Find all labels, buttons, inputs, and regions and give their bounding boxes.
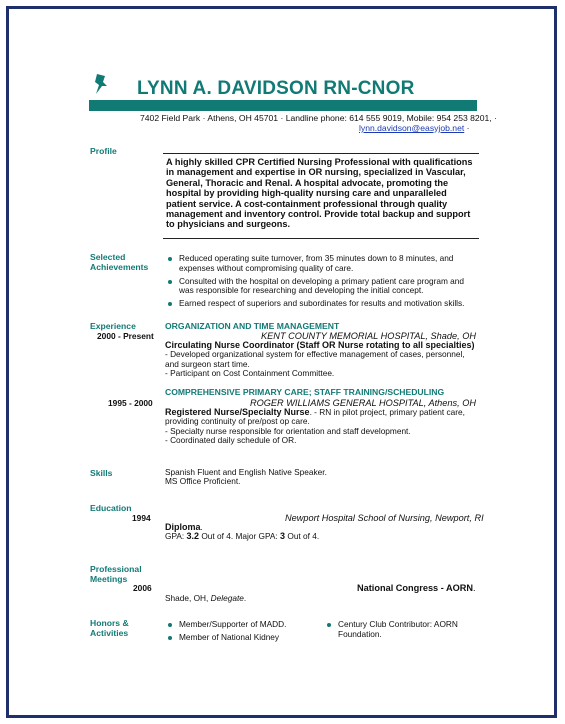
meeting-event: National Congress - AORN. xyxy=(357,583,476,593)
header-color-band xyxy=(89,100,477,111)
section-label-achievements: Selected Achievements xyxy=(90,252,149,272)
meeting-year: 2006 xyxy=(133,583,152,593)
section-label-experience: Experience xyxy=(90,321,136,331)
list-item: Member of National Kidney xyxy=(165,633,315,643)
education-year: 1994 xyxy=(132,513,151,523)
profile-summary: A highly skilled CPR Certified Nursing Professional with qualifications in management and expertise in OR nursing, specialized in Vascular, General, Thoracic and Renal. A hospital advocate, promoting the hospital by providing high-quality nursing care and unparalleled patient service. A cost-containment professional through quality management and inventory control. Provide total backup and support to physicians and surgeons. xyxy=(163,153,479,239)
list-item: Consulted with the hospital on developing a primary patient care program and was responsible for researching and developing the initial concept. xyxy=(165,277,477,296)
list-item: Member/Supporter of MADD. xyxy=(165,620,315,630)
job-employer: ROGER WILLIAMS GENERAL HOSPITAL, Athens, OH xyxy=(249,398,476,408)
pushpin-icon xyxy=(93,73,111,95)
job-details: Registered Nurse/Specialty Nurse. - RN in pilot project, primary patient care, providing continuity of pre/post op care. - Specialty nurse responsible for orientation and staff development. - Coordinated daily schedule of OR. xyxy=(165,407,465,446)
job-employer: KENT COUNTY MEMORIAL HOSPITAL, Shade, OH xyxy=(261,331,476,341)
section-label-skills: Skills xyxy=(90,468,113,478)
education-school: Newport Hospital School of Nursing, Newport, RI xyxy=(285,513,484,523)
contact-email-line: lynn.davidson@easyjob.net · xyxy=(359,123,470,133)
section-label-honors: Honors & Activities xyxy=(90,618,129,638)
job-heading: ORGANIZATION AND TIME MANAGEMENT xyxy=(165,321,340,331)
candidate-name: LYNN A. DAVIDSON RN-CNOR xyxy=(137,78,415,99)
job-details: Circulating Nurse Coordinator (Staff OR Nurse rotating to all specialties) - Developed organizational system for effective management of cases, personnel, and surgeon start time. - Participant on Cost Containment Committee. xyxy=(165,340,475,379)
job-heading: COMPREHENSIVE PRIMARY CARE; STAFF TRAINING/SCHEDULING xyxy=(165,387,445,397)
job-role: Circulating Nurse Coordinator (Staff OR Nurse rotating to all specialties) xyxy=(165,340,475,350)
honors-list-right xyxy=(324,620,474,643)
list-item: Century Club Contributor: AORN Foundation. xyxy=(324,620,474,639)
degree: Diploma xyxy=(165,522,201,532)
job-dates: 1995 - 2000 xyxy=(108,398,153,408)
job-dates: 2000 - Present xyxy=(97,331,154,341)
contact-line: 7402 Field Park · Athens, OH 45701 · Landline phone: 614 555 9019, Mobile: 954 253 8201, · xyxy=(140,113,497,123)
section-label-education: Education xyxy=(90,503,132,513)
job-role: Registered Nurse/Specialty Nurse xyxy=(165,407,310,417)
achievements-list xyxy=(165,254,477,312)
honors-list-left xyxy=(165,620,315,646)
section-label-profile: Profile xyxy=(90,146,117,156)
section-label-meetings: Professional Meetings xyxy=(90,564,142,584)
education-details: Diploma. GPA: 3.2 Out of 4. Major GPA: 3 Out of 4. xyxy=(165,522,320,542)
meeting-details: Shade, OH, Delegate. xyxy=(165,593,247,603)
list-item: Earned respect of superiors and subordinates for results and motivation skills. xyxy=(165,299,477,309)
email-link[interactable]: lynn.davidson@easyjob.net xyxy=(359,123,465,133)
skills-list: Spanish Fluent and English Native Speaker. MS Office Proficient. xyxy=(165,467,327,487)
list-item: Reduced operating suite turnover, from 35 minutes down to 8 minutes, and expenses without compromising quality of care. xyxy=(165,254,477,273)
